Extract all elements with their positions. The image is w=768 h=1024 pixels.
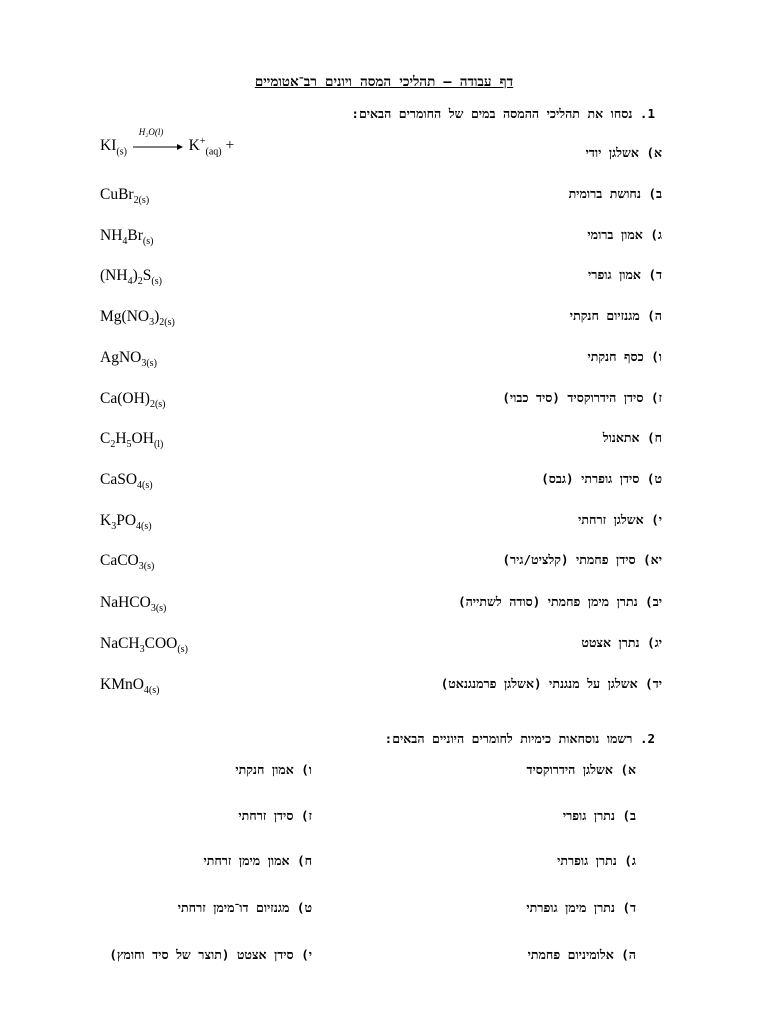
q1-item-formula [100, 635, 188, 655]
q1-item-label [578, 512, 662, 528]
example-product: K [188, 137, 200, 155]
formula-part-sub: (s) [142, 236, 154, 248]
q1-item-row [0, 308, 768, 330]
question-1-prompt: 1. נסחו את תהליכי ההמסה במים של החומרים הבאים: [351, 106, 655, 121]
formula-part-sub: 2(s) [159, 317, 175, 329]
formula-part-main: K [100, 512, 112, 529]
example-trailing: + [221, 137, 235, 155]
q1-item-marker: ו) [651, 349, 662, 364]
q2-item-row [0, 762, 768, 784]
q1-item-marker: י) [651, 512, 662, 527]
q1-item-row [0, 267, 768, 289]
q2-left-item-marker: ט) [296, 900, 312, 915]
formula-part-main: Mg(NO [100, 308, 150, 325]
q1-item-formula [100, 227, 153, 247]
q1-item-formula [100, 471, 153, 491]
q2-left-item [109, 947, 312, 963]
q2-left-item-marker: ז) [300, 808, 312, 823]
formula-part-main: (NH [100, 267, 128, 284]
q2-right-item-name: נתרן גופרתי [557, 853, 617, 868]
q2-item-row [0, 947, 768, 969]
arrow-condition-label: H₂O(l) [138, 126, 164, 137]
formula-part-sub1: 2 [110, 439, 116, 451]
q1-item-label [588, 267, 662, 283]
q1-item-marker: יד) [645, 676, 662, 691]
q1-item-name: כסף חנקתי [587, 349, 644, 364]
formula-part-sub: 4(s) [136, 521, 152, 533]
question-2-prompt: 2. רשמו נוסחאות כימיות לחומרים היוניים הבאים: [384, 731, 655, 746]
q1-item-name: סידן הידרוקסיד (סיד כבוי) [502, 390, 644, 405]
q2-right-item [557, 853, 636, 869]
q1-item-formula [100, 267, 162, 287]
formula-part-main3: OH [131, 430, 154, 447]
q2-item-row [0, 808, 768, 830]
q2-left-item-name: אמון חנקתי [235, 762, 294, 777]
q1-item-label [569, 186, 662, 202]
q1-item-name: סידן פחמתי (קלציט/גיר) [502, 552, 636, 567]
q1-item-row [0, 390, 768, 412]
formula-part-main: NaCH [100, 635, 140, 652]
q1-item-marker: ז) [650, 390, 662, 405]
example-reactant: KI [100, 137, 117, 155]
q1-item-name: נחושת ברומית [568, 186, 641, 201]
formula-part-main2: Br [127, 227, 143, 244]
q1-item-row [0, 676, 768, 698]
q2-right-item-marker: א) [620, 762, 636, 777]
q1-item-row [0, 552, 768, 574]
q1-item-label [587, 349, 662, 365]
q1-item-marker: ד) [648, 267, 662, 282]
formula-part-sub2: 2 [137, 276, 143, 288]
q2-right-item-marker: ד) [622, 900, 636, 915]
q1-item-formula [100, 349, 157, 369]
q1-item-row [0, 512, 768, 534]
q2-left-item [203, 853, 312, 869]
formula-part-sub2: 5 [126, 439, 132, 451]
q1-item-name: סידן גופרתי (גבס) [541, 471, 640, 486]
q1-item-row [0, 349, 768, 371]
q1-item-label [541, 471, 662, 487]
q1-item-marker: יב) [645, 594, 662, 609]
q1-item-name: אשלגן זרחתי [578, 512, 644, 527]
q1-item-row [0, 594, 768, 616]
q1-item-marker: יא) [643, 552, 662, 567]
formula-part-main2: ) [132, 267, 138, 284]
q2-left-item-name: סידן זרחתי [238, 808, 294, 823]
formula-part-main2: H [115, 430, 127, 447]
formula-part-sub1: 3 [149, 317, 155, 329]
formula-part-sub: (s) [177, 644, 188, 656]
q1-item-name: אשלגן על מנגנתי (אשלגן פרמנגנאט) [440, 676, 638, 691]
formula-part-main2: ) [154, 308, 160, 325]
formula-part-sub: 2(s) [133, 195, 150, 207]
q1-item-formula [100, 676, 159, 696]
example-product-charge: + [199, 136, 206, 147]
q1-item-row [0, 635, 768, 657]
formula-part-sub1: 4 [127, 276, 133, 288]
q2-right-item [528, 947, 636, 963]
q1-item-formula [100, 594, 166, 614]
q1-item-name: אתאנול [602, 430, 640, 445]
q1-item-marker: ג) [650, 227, 662, 242]
formula-part-sub: (l) [153, 439, 164, 451]
formula-part-main: CaCO [100, 552, 139, 569]
q2-right-item-name: נתרן גופרי [562, 808, 615, 823]
q1-item-marker: יג) [647, 635, 662, 650]
formula-part-sub: 3(s) [141, 358, 157, 370]
q1-item-marker: א) [646, 145, 662, 160]
q1-item-formula [100, 512, 152, 532]
q1-item-formula [100, 390, 166, 410]
q1-item-name: נתרן מימן פחמתי (סודה לשתייה) [458, 594, 638, 609]
q1-item-row [0, 430, 768, 452]
q2-right-item-name: נתרן מימן גופרתי [526, 900, 615, 915]
q1-item-formula [100, 186, 149, 206]
q2-left-item-marker: ח) [297, 853, 312, 868]
q2-right-item [563, 808, 636, 824]
formula-part-sub: 4(s) [137, 480, 153, 492]
q1-item-label [458, 594, 662, 610]
formula-part-main: AgNO [100, 349, 142, 366]
formula-part-main: KMnO [100, 676, 144, 693]
formula-part-sub1: 3 [139, 644, 145, 656]
example-product-state: (aq) [205, 146, 222, 158]
formula-part-main: C [100, 430, 111, 447]
formula-part-main: CuBr [100, 186, 134, 203]
q1-item-marker: ט) [646, 471, 662, 486]
example-reactant-state: (s) [116, 146, 127, 158]
formula-part-main3: S [142, 267, 152, 284]
q1-item-row [0, 145, 768, 167]
q2-right-item [526, 900, 636, 916]
q1-item-formula [100, 552, 154, 572]
q2-left-item [238, 808, 312, 824]
q1-item-label [581, 635, 662, 651]
q1-item-label [603, 430, 662, 446]
q1-item-marker: ה) [647, 308, 662, 323]
q1-item-name: אמון ברומי [587, 227, 643, 242]
q1-item-row [0, 471, 768, 493]
formula-part-main: NaHCO [100, 594, 151, 611]
formula-part-main2: COO [144, 635, 178, 652]
q1-item-name: אמון גופרי [588, 267, 641, 282]
q2-right-item-name: אלומיניום פחמתי [527, 947, 614, 962]
q2-right-item-name: אשלגן הידרוקסיד [526, 762, 613, 777]
q2-left-item-name: אמון מימן זרחתי [203, 853, 290, 868]
q1-item-label [586, 145, 662, 161]
q1-item-formula [100, 430, 163, 450]
q2-right-item-marker: ה) [621, 947, 636, 962]
q1-item-label [502, 552, 662, 568]
formula-part-sub: 3(s) [138, 561, 155, 573]
formula-part-main: NH [100, 227, 123, 244]
q1-item-label [441, 676, 662, 692]
formula-part-sub: 4(s) [143, 685, 160, 697]
formula-part-main: CaSO [100, 471, 138, 488]
q2-item-row [0, 900, 768, 922]
q2-right-item-marker: ב) [622, 808, 636, 823]
q1-item-marker: ב) [648, 186, 662, 201]
q2-left-item-marker: ו) [301, 762, 312, 777]
q1-item-row [0, 227, 768, 249]
page-title: דף עבודה – תהליכי המסה ויונים רב־אטומיים [254, 74, 514, 90]
q1-item-label [570, 308, 662, 324]
q2-left-item [178, 900, 312, 916]
q2-left-item-marker: י) [301, 947, 312, 962]
q1-item-label [502, 390, 662, 406]
formula-part-main: Ca(OH) [100, 390, 150, 407]
formula-part-main2: PO [116, 512, 137, 529]
q1-item-name: נתרן אצטט [581, 635, 640, 650]
q2-left-item-name: סידן אצטט (תוצר של סיד וחומץ) [109, 947, 294, 962]
q2-item-row [0, 853, 768, 875]
q1-item-marker: ח) [647, 430, 662, 445]
q2-left-item [235, 762, 312, 778]
formula-part-sub1: 4 [122, 236, 128, 248]
q2-right-item [526, 762, 636, 778]
formula-part-sub: 3(s) [150, 603, 167, 615]
q1-item-name: מגנזיום חנקתי [569, 308, 640, 323]
q1-item-label [587, 227, 662, 243]
formula-part-sub: (s) [151, 276, 162, 288]
q1-item-row [0, 186, 768, 208]
q1-item-formula [100, 308, 175, 328]
formula-part-sub: 2(s) [149, 399, 166, 411]
q1-item-name: אשלגן יודי [585, 145, 639, 160]
q2-left-item-name: מגנזיום דו־מימן זרחתי [177, 900, 290, 915]
formula-part-sub1: 3 [111, 521, 117, 533]
q2-right-item-marker: ג) [624, 853, 636, 868]
